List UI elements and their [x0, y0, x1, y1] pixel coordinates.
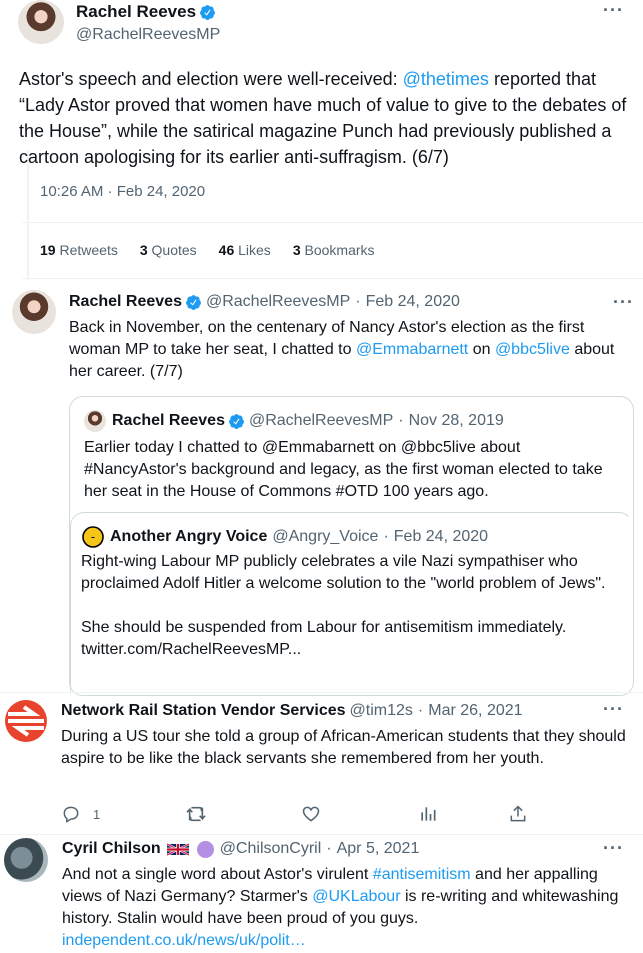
avatar — [84, 410, 106, 432]
network-rail-logo-icon — [4, 699, 48, 743]
retweet-icon — [185, 804, 207, 824]
quotes-stat[interactable]: 3 Quotes — [139, 242, 197, 258]
mention-link[interactable]: @UKLabour — [312, 888, 401, 905]
author-handle[interactable]: @RachelReevesMP — [76, 26, 221, 43]
author-name[interactable]: Cyril Chilson — [62, 840, 161, 857]
tweet-text: During a US tour she told a group of African-American students that they should aspire to be like the black servants she remembered from her youth. — [61, 728, 626, 767]
more-icon[interactable]: ··· — [603, 699, 624, 719]
more-icon[interactable]: ··· — [613, 292, 634, 312]
reply-header: Rachel Reeves @RachelReevesMP · Feb 24, 2020 — [69, 293, 460, 310]
nested-quote-header: Another Angry Voice @Angry_Voice · Feb 24, 2020 — [82, 526, 488, 548]
reply-button[interactable] — [61, 804, 100, 824]
divider — [0, 692, 643, 693]
tweet-date: Feb 24, 2020 — [393, 528, 489, 545]
reply-icon — [61, 804, 81, 824]
uk-flag-icon — [167, 842, 189, 857]
author-handle: @RachelReevesMP — [248, 412, 394, 429]
analytics-button[interactable] — [418, 804, 438, 824]
analytics-icon — [418, 804, 438, 824]
external-link[interactable]: independent.co.uk/news/uk/polit… — [62, 932, 306, 949]
more-icon[interactable]: ··· — [603, 0, 624, 20]
action-bar — [61, 804, 531, 826]
verified-badge-icon — [199, 4, 216, 21]
verified-badge-icon — [228, 413, 245, 430]
divider — [22, 222, 643, 223]
hashtag-link[interactable]: #antisemitism — [372, 866, 471, 883]
avatar[interactable] — [18, 0, 64, 44]
like-icon — [301, 804, 321, 824]
like-button[interactable] — [301, 804, 321, 824]
avatar[interactable] — [4, 838, 48, 882]
mention-link[interactable]: @Emmabarnett — [355, 341, 469, 358]
tweet-text: Astor's speech and election were well-received: @thetimes reported that “Lady Astor proved that women have much of value to give to the debates of the House”, while the satirical magazine Punch had previously published a cartoon apologising for its earlier anti-suffragism. (6/7) — [19, 69, 627, 167]
author-name[interactable]: Network Rail Station Vendor Services — [61, 702, 346, 719]
author-handle[interactable]: @RachelReevesMP — [205, 293, 351, 310]
avatar[interactable] — [4, 699, 48, 743]
reply-header: Cyril Chilson @ChilsonCyril · Apr 5, 2021 — [62, 840, 420, 857]
author-name[interactable]: Rachel Reeves — [69, 293, 182, 310]
engagement-stats — [40, 242, 375, 258]
author-block — [76, 2, 220, 44]
purple-dot-icon — [197, 841, 214, 858]
divider — [22, 278, 643, 279]
avatar[interactable] — [12, 290, 56, 334]
likes-stat[interactable]: 46 Likes — [218, 242, 271, 258]
tweet-date: Nov 28, 2019 — [408, 412, 504, 429]
tweet-text: And not a single word about Astor's virulent #antisemitism and her appalling views of Nazi Germany? Starmer's @UKLabour is re-writing and whitewashing history. Stalin would have been proud of you guys. independent.co.uk/news/uk/polit… — [62, 864, 632, 952]
tweet-text: Back in November, on the centenary of Nancy Astor's election as the first woman MP to take her seat, I chatted to @Emmabarnett on @bbc5live about her career. (7/7) — [69, 319, 615, 380]
more-icon[interactable]: ··· — [603, 838, 624, 858]
quote-header: Rachel Reeves @RachelReevesMP · Nov 28, 2019 — [84, 410, 504, 432]
share-icon — [508, 804, 528, 824]
retweets-stat[interactable]: 19 Retweets — [40, 242, 118, 258]
author-handle[interactable]: @tim12s — [349, 702, 413, 719]
share-button[interactable] — [508, 804, 528, 824]
retweet-button[interactable] — [185, 804, 207, 824]
nested-quote-link[interactable]: twitter.com/RachelReevesMP... — [81, 641, 302, 658]
tweet-date[interactable]: Mar 26, 2021 — [428, 702, 523, 719]
reply-header: Network Rail Station Vendor Services @tim12s · Mar 26, 2021 — [61, 702, 523, 719]
verified-badge-icon — [185, 294, 202, 311]
lightning-avatar-icon — [82, 526, 104, 548]
divider — [0, 834, 643, 835]
author-handle[interactable]: @ChilsonCyril — [219, 840, 322, 857]
author-name: Rachel Reeves — [112, 412, 225, 429]
tweet-date[interactable]: Feb 24, 2020 — [365, 293, 460, 310]
bookmarks-stat[interactable]: 3 Bookmarks — [292, 242, 375, 258]
tweet-date[interactable]: Apr 5, 2021 — [336, 840, 420, 857]
tweet-timestamp[interactable]: 10:26 AM · Feb 24, 2020 — [40, 183, 206, 200]
author-name[interactable]: Rachel Reeves — [76, 2, 197, 21]
author-name: Another Angry Voice — [110, 528, 268, 545]
nested-quote-text: Right-wing Labour MP publicly celebrates a vile Nazi sympathiser who proclaimed Adolf Hitler a welcome solution to the "world problem of Jews". She should be suspended from Labour for antisemitism immediately. twitter.com/RachelReevesMP... — [81, 551, 626, 661]
author-handle: @Angry_Voice — [272, 528, 379, 545]
reply-count: 1 — [93, 806, 101, 822]
quote-text: Earlier today I chatted to @Emmabarnett on @bbc5live about #NancyAstor's background and legacy, as the first woman elected to take her seat in the House of Commons #OTD 100 years ago. — [84, 439, 603, 500]
mention-link[interactable]: @bbc5live — [494, 341, 570, 358]
mention-link[interactable]: @thetimes — [402, 69, 489, 89]
